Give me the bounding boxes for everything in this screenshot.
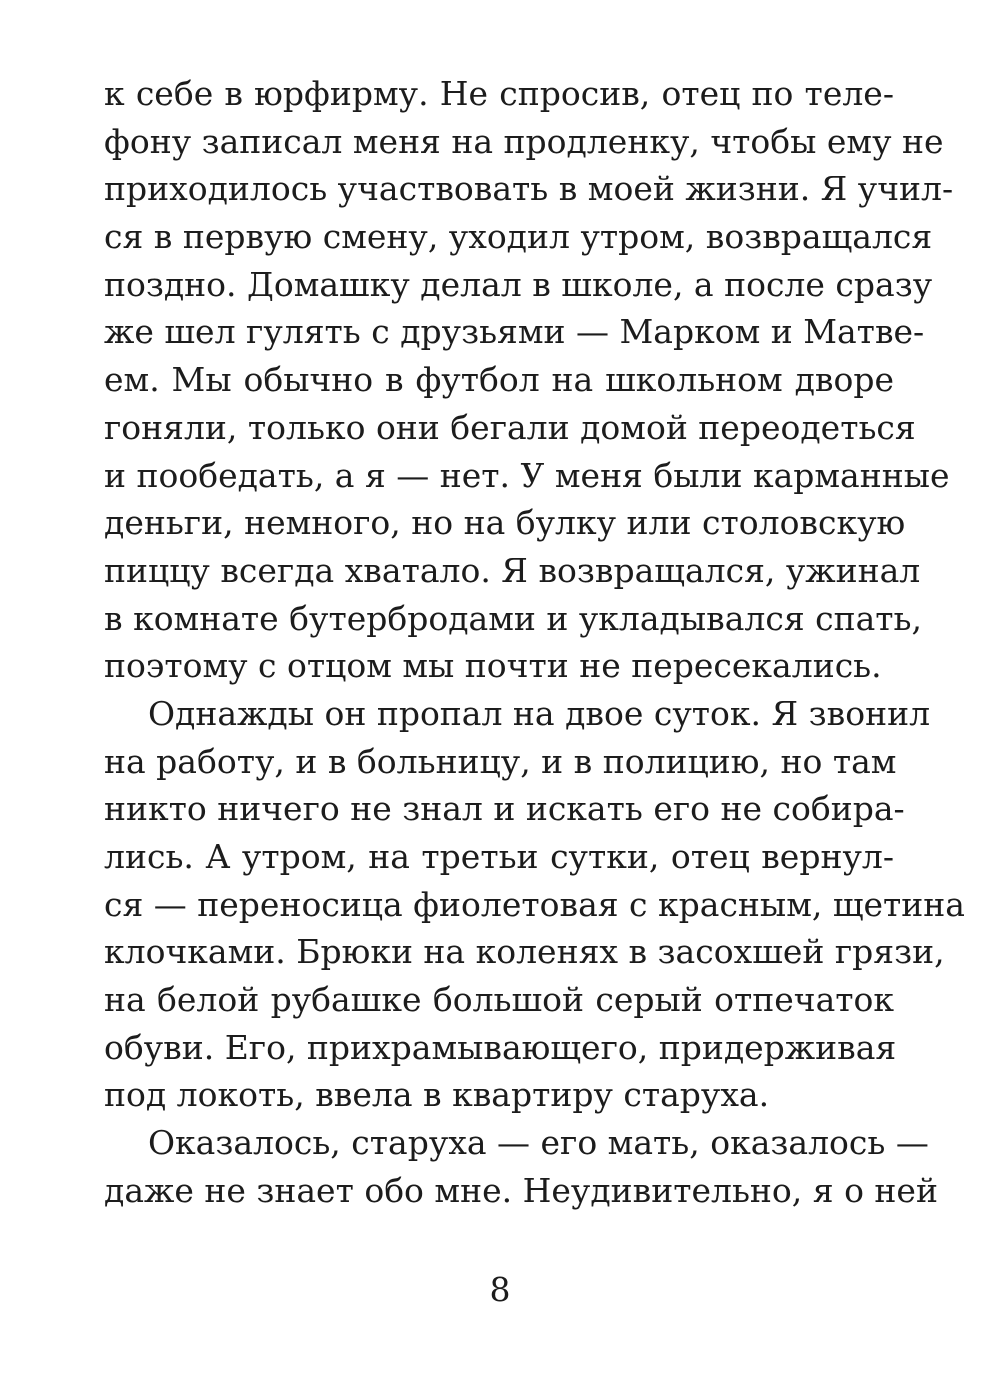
text-line: Однажды он пропал на двое суток. Я звонил <box>148 693 931 733</box>
text-line: гоняли, только они бегали домой переодеться <box>104 407 916 447</box>
text-line: пиццу всегда хватало. Я возвращался, ужинал <box>104 550 921 590</box>
text-line: же шел гулять с друзьями — Марком и Матве- <box>104 312 925 352</box>
text-line: на работу, и в больницу, и в полицию, но там <box>104 741 897 781</box>
text-line: под локоть, ввела в квартиру старуха. <box>104 1075 770 1115</box>
text-line: ся в первую смену, уходил утром, возвращался <box>104 217 933 257</box>
text-line: к себе в юрфирму. Не спросив, отец по теле- <box>104 74 894 113</box>
text-line: обуви. Его, прихрамывающего, придерживая <box>104 1027 897 1067</box>
page-number: 8 <box>489 1270 511 1309</box>
text-line: никто ничего не знал и искать его не собира- <box>104 789 905 829</box>
text-line: лись. А утром, на третьи сутки, отец вернул- <box>104 837 894 876</box>
text-line: ем. Мы обычно в футбол на школьном дворе <box>104 360 894 400</box>
text-line: фону записал меня на продленку, чтобы ему не <box>104 121 944 161</box>
text-line: приходилось участвовать в моей жизни. Я учил- <box>104 169 954 209</box>
text-line: Оказалось, старуха — его мать, оказалось — <box>148 1123 929 1163</box>
text-line: деньги, немного, но на булку или столовскую <box>104 503 906 543</box>
body-text <box>104 70 965 1215</box>
text-line: в комнате бутербродами и укладывался спать, <box>104 598 922 638</box>
text-line: даже не знает обо мне. Неудивительно, я о ней <box>104 1170 938 1210</box>
text-line: и пообедать, а я — нет. У меня были карманные <box>104 455 950 495</box>
text-line: поздно. Домашку делал в школе, а после сразу <box>104 264 933 304</box>
text-line: клочками. Брюки на коленях в засохшей грязи, <box>104 932 945 972</box>
text-line: поэтому с отцом мы почти не пересекались. <box>104 646 882 686</box>
text-line: ся — переносица фиолетовая с красным, щетина <box>104 884 965 924</box>
text-line: на белой рубашке большой серый отпечаток <box>104 980 894 1020</box>
